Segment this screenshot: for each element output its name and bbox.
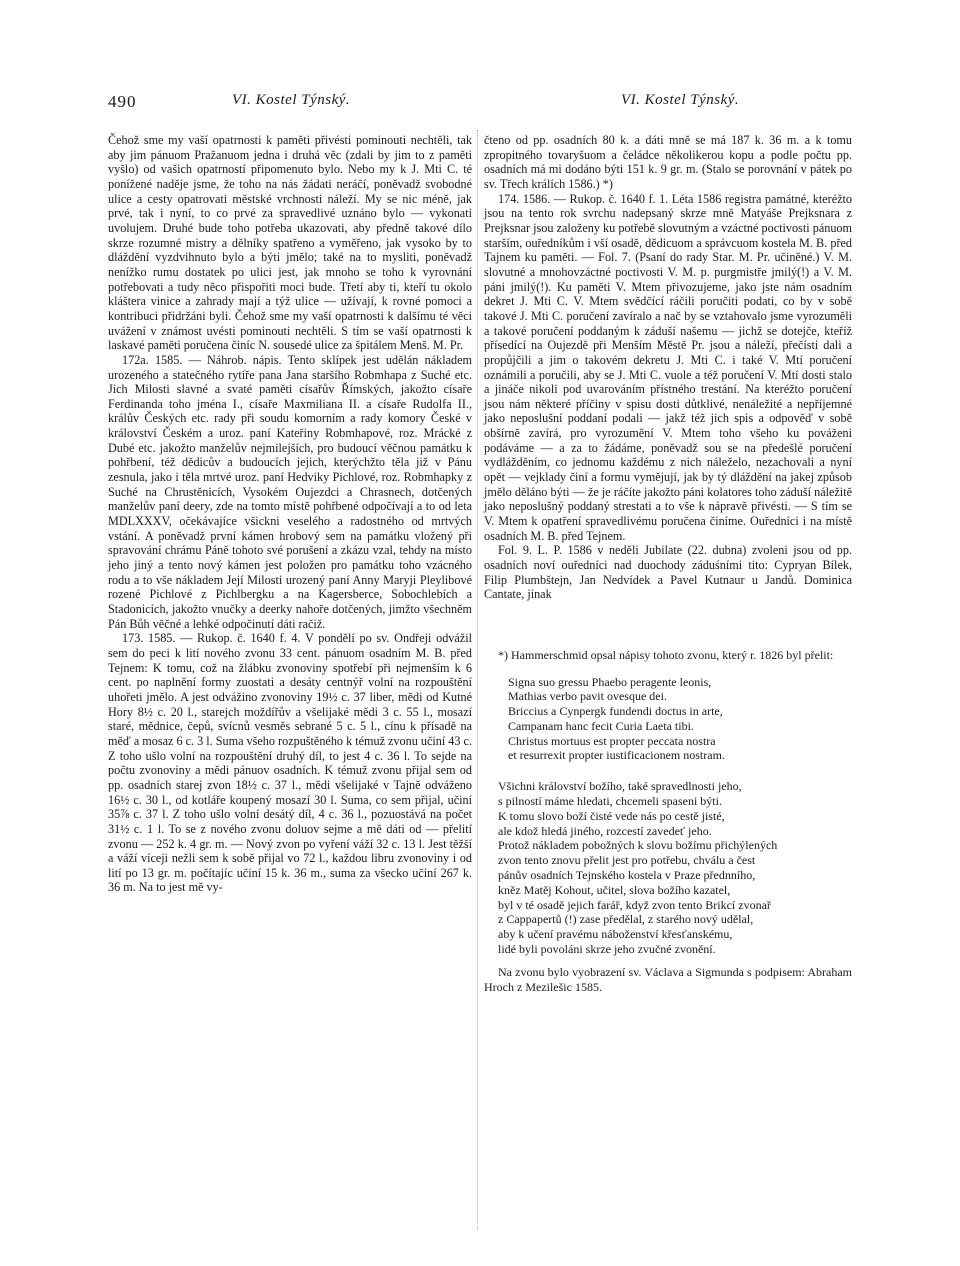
paragraph-entry-172a: 172a. 1585. — Náhrob. nápis. Tento sklípek jest udělán nákladem urozeného a statečného rytíře pana Jana staršího Robmhapa z Suché etc. Jich Milosti slavné a svaté paměti císařův Římských, jakožto císaře Ferdinanda toho jména I., císaře Maxmiliana II. a císaře Rudolfa II., králův Českých etc. rady při soudu komorním a rady komory České v království Českém a uroz. paní Kateřiny Robmhapové, roz. Mrácké z Dubé etc. jakožto manželův nejmilejších, pro budoucí věčnou památku k pohřbení, též dědicův a budoucích jejich, kterýchžto těla již v Pánu zesnula, jako i těla mrtvé uroz. paní Hedviky Pichlové, roz. Robmhapky z Suché na Chrustěnicích, Vysokém Oujezdci a Chrasnech, dotčených manželův paní deery, zde na tomto místě pohřbené odpočívají a to od leta MDLXXXV, očekávajíce všickni veselého a radostného od mrtvých vstání. A poněvadž první kámen hrobový sem na památku vložený při spravování chrámu Páně tohoto své porušení a zkázu vzal, tehdy na místo jeho jiný a tento nový kámen jest položen pro památku toho vzácného rodu a to vše nákladem Její Milosti urozený paní Anny Maryji Pleylibové rozené Pichlové z Pichlbergku a na Kagersberce, Sobochlebích a Stadonicích, jakožto vnučky a deerky nahoře dotčených, jimžto všechněm Pán Bůh věčné a lehké odpočinutí dáti račiž.: [108, 352, 472, 631]
czech-line: aby k učení pravému náboženství křesťanskému,: [498, 927, 733, 942]
czech-line: byl v té osadě jejich farář, když zvon tento Brikcí zvonař: [498, 897, 771, 912]
latin-line: Signa suo gressu Phaebo peragente leonis,: [508, 674, 712, 689]
czech-line: lidé byli povoláni skrze jeho zvučné zvonění.: [498, 942, 716, 957]
column-divider: [477, 130, 478, 1230]
paragraph-letter-continuation: Čehož sme my vaší opatrnosti k paměti přivésti pominouti nechtěli, tak aby jim pánuom Pražanuom jedna i druhá věc (zdali by jim to z paměti vyšlo) od vašich opatrností připomenuto bylo. Nebo my k J. Mti C. té ponížené naděje jsme, že toho na nás žádati neráčí, poněvadž svobodné ulice a cesty opatrovati městské vrchnosti náleží. My se nic méně, jak prvé, tak i nyní, to co prvé za spravedlivé uznáno bylo — vykonati uvolujem. Druhé bude toho potřeba ukazovati, aby předně takové dílo skrze rozumné mistry a dělníky spatřeno a vyměřeno, jak vysoko by to dláždění vyzdvihnuto bylo a býti jmělo; také na to mysliti, poněvadž nenížko rumu dostatek po ulici jest, jak mnoho se toho k vyrovnání potřebovati a tudy něco přispořiti moci bude. Třetí aby ti, kteří tu okolo kláštera vinice a zahrady mají a týž ulice — užívají, k rovné pomoci a kontribuci přidržáni byli. Čehož sme my vaší opatrnosti k dalšímu té věci uvážení v známost uvésti pominouti nechtěli. S tím se vaší opatrnosti k laskavé paměti poručena činíc N. sousedé ulice za špitálem Menš. M. Pr.: [108, 133, 472, 353]
czech-line: K tomu slovo boží čisté vede nás po cestě jisté,: [498, 808, 725, 823]
czech-line: s pilností máme hledati, chcemeli spaseni býti.: [498, 794, 722, 809]
latin-line: et resurrexit propter iustificacionem nostram.: [508, 748, 725, 763]
right-column: [484, 133, 852, 994]
latin-line: Christus mortuus est propter peccata nostra: [508, 733, 716, 748]
footnote-intro: *) Hammerschmid opsal nápisy tohoto zvonu, který r. 1826 byl přelit:: [498, 648, 834, 662]
czech-line: pánův osadních Tejnského kostela v Praze přednního,: [498, 868, 756, 883]
paragraph-entry-173: 173. 1585. — Rukop. č. 1640 f. 4. V pondělí po sv. Ondřeji odvážil sem do peci k lití nového zvonu 33 cent. pánuom osadním M. B. před Tejnem: K tomu, což na žlábku zvonoviny spotřebí při nejmenším k 6 cent. po naplnění formy zuostati a desáty centnýř volní na rozpouštění uhořeti jmělo. A jest odvážino zvonoviny 19½ c. 37 liber, mědi od Kutné Hory 8½ c. 20 l., starejch moždířův a všelijaké mědi 3 c. 55 l., mosazí staré, mědnice, čepů, svícnů vesměs sebrané 5 c. 5 l., cínu k přísadě na měď a mosaz 6 c. 3 l. Suma všeho rozpuštěného k témuž zvonu učiní 43 c. Z toho ušlo volní na rozpouštění druhý díl, to jest 4 c. 36 l. To sejde na počtu zvonoviny a mědi pánuov osadních. K témuž zvonu přijal sem od pp. osadních starej zvon 18½ c. 37 l., mědi všelijaké v Tajně odváženo 16½ c. 30 l., od kotláře koupený mosazí 30 l. Suma, co sem přijal, učiní 35⅞ c. 37 l. Z toho ušlo volní desátý díl, 4 c. 36 l., pozuostává na počet 31½ c. 1 l. To se z nového zvonu doluov sejme a mě dáti od — přelití zvonu — 252 k. 4 gr. m. — Nový zvon po vyření váží 32 c. 13 l. Jest těžší a váží víceji nežli sem k sobě přijal vo 72 l., každou libru zvonoviny i od lití po 13 gr. m. počítajíc učiní 15 k. 36 m., suma za všecko učiní 267 k. 36 m. Na to jest mě vy-: [108, 631, 472, 895]
czech-line: kněz Matěj Kohout, učitel, slova božího kazatel,: [498, 882, 731, 897]
left-column: [108, 133, 472, 895]
running-title-right: VI. Kostel Týnský.: [621, 92, 740, 108]
page-number: 490: [108, 92, 137, 111]
czech-line: ale kdož hledá jiného, rozcestí zavedeť jeho.: [498, 823, 712, 838]
czech-line: z Cappapertů (!) zase předělal, z starého nový udělal,: [498, 912, 754, 927]
czech-line: Všichni království božího, také spravedlnosti jeho,: [498, 779, 742, 794]
latin-line: Campanam hanc fecit Curia Laeta tibi.: [508, 718, 694, 733]
czech-inscription: [498, 779, 852, 957]
czech-line: Protož nákladem pobožných k slovu božímu přichýlených: [498, 838, 778, 853]
footnote-closing: Na zvonu bylo vyobrazení sv. Václava a Sigmunda s podpisem: Abraham Hroch z Mezilešic 1585.: [484, 964, 852, 994]
latin-inscription: [508, 675, 852, 764]
paragraph-entry-174: 174. 1586. — Rukop. č. 1640 f. 1. Léta 1586 registra památné, kteréžto jsou na tento rok svrchu nadepsaný skrze mně Matyáše Prejksnara z Prejksnar jsou založeny ku potřebě slovutným a vzáctné poctivosti pánuom starším, ouředníkům i vší osadě, dědicuom a správcuom kostela M. B. před Tajnem ku paměti. — Fol. 7. (Psaní do rady Star. M. Pr. učiněné.) V. M. slovutné a mnohovzáctné poctivosti V. M. p. purgmistře jmilý(!) a V. M. páni jmilý(!). Ku paměti V. Mtem přivozujeme, jako jste nám osadním dekret J. Mti C. V. Mtem svědčící ráčili poručiti podati, co by v sobě takové J. Mti C. poručení zavíralo a nač by se vztahovalo jsme vyrozuměli a takové poručení poddaným k záduší našemu — jichž se dotejče, kteříž přísedící na Oujezdě při Menším Městě Pr. jsou a náleží, přečísti dali a propůjčili a jim o takovém dekretu J. Mti C. i také V. Mtí poručení oznámili a poručili, aby se J. Mti C. vuole a též poručení V. Mtí dosti stalo a jináče nikoli pod uvarováním přístného trestání. Na kteréžto poručení jsou nám některé příčiny v spisu dosti důtklivé, nenáležité a nepříjemné jako neposlušní poddaní podali — jakž též jich spis a odpověď v sobě obšírně zavírá, pro vyrozumění V. Mtem toho všeho ku pováženi podáváme — a za to žádáme, poněvadž sou se na předešlé poručení vydlážděním, co jednomu každému z nich náleželo, nezachovali a nyní opět — vejklady činí a formu vymějují, jak by tý dláždění na jakej způsob jmělo děláno býti — že je ráčíte jakožto páni kolatores toho záduší náležitě jako neposlušný poddaný strestati a to vše k nápravě přivésti. — S tím se V. Mtem k opatření spravedlivému poručena činíme. Ouředníci i na místě osadních M. B. před Tejnem.: [484, 191, 852, 543]
czech-line: zvon tento znovu přelit jest pro potřebu, chválu a čest: [498, 853, 756, 868]
latin-line: Briccius a Cynpergk fundendi doctus in arte,: [508, 704, 723, 719]
paragraph-fol-9: Fol. 9. L. P. 1586 v neděli Jubilate (22. dubna) zvoleni jsou od pp. osadních noví ouředníci nad duochody záduśními tito: Cypryan Bílek, Filip Plumbštejn, Jan Nedvídek a Pavel Kutnaur u Jandů. Dominica Cantate, jinak: [484, 543, 852, 602]
paragraph-entry-173-continuation: čteno od pp. osadních 80 k. a dáti mně se má 187 k. 36 m. a k tomu zpropitného tovaryšuom a čeládce několikerou kopu a podle počtu pp. osadních má mi dodáno býti 151 k. 9 gr. m. (Stalo se porovnání v pátek po sv. Třech králích 1586.) *): [484, 133, 852, 191]
latin-line: Mathias verbo pavit ovesque dei.: [508, 689, 667, 704]
running-title-left: VI. Kostel Týnský.: [232, 92, 351, 108]
